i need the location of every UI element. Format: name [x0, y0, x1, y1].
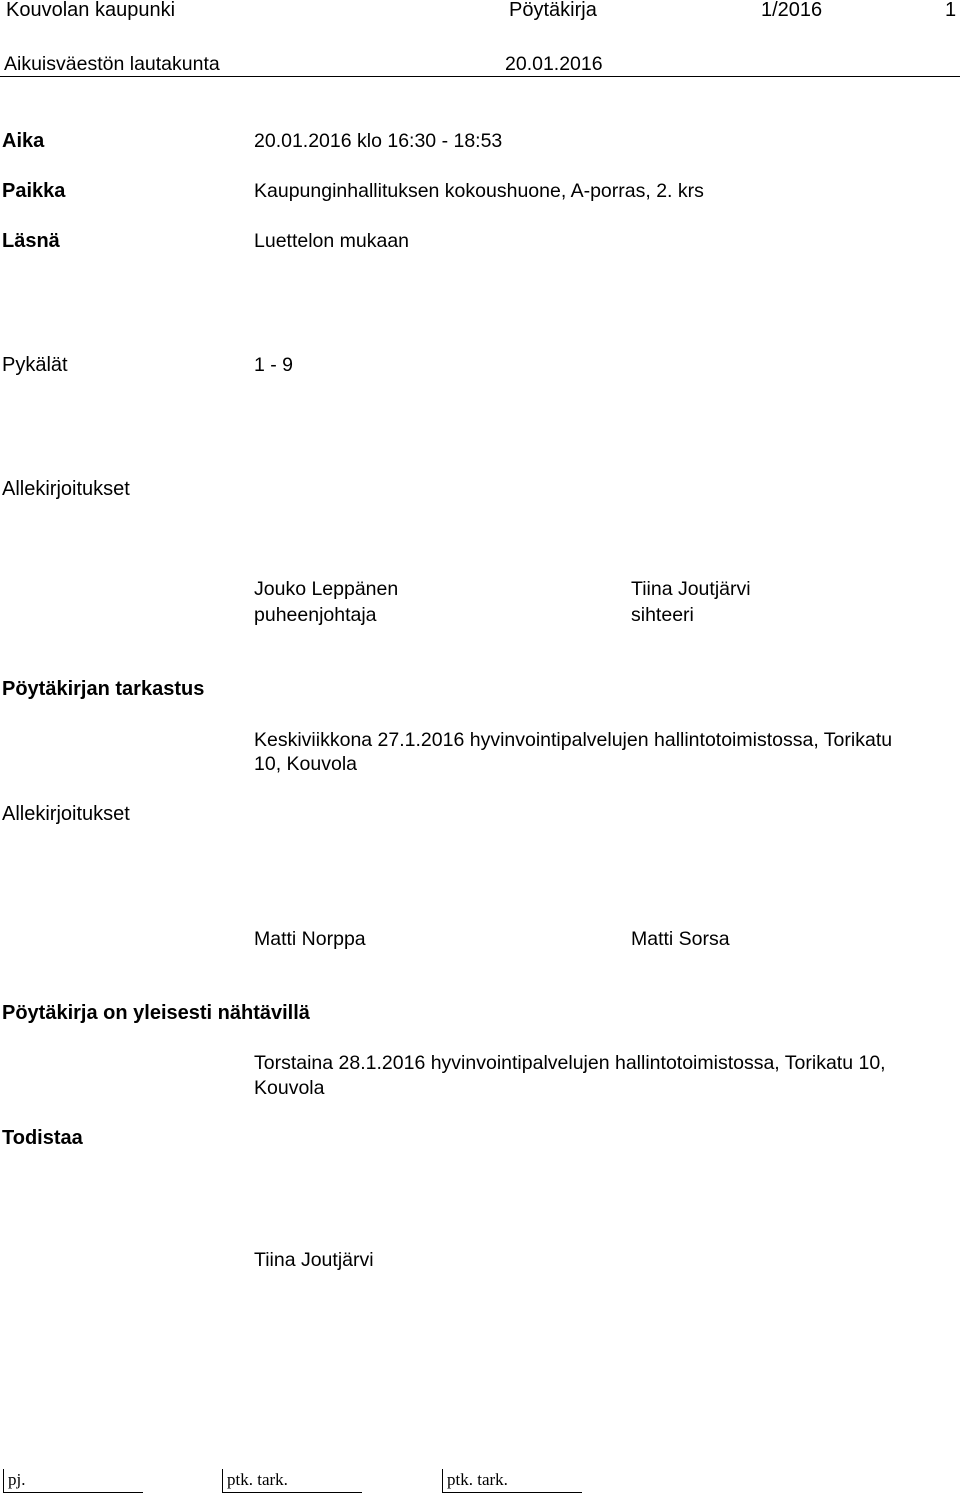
sections-value: 1 - 9: [254, 354, 294, 376]
public-text-line2: Kouvola: [254, 1077, 325, 1099]
place-value: Kaupunginhallituksen kokoushuone, A-porras, 2. krs: [254, 180, 704, 202]
footer-pj-label: pj.: [8, 1470, 26, 1489]
footer-ptk2-label: ptk. tark.: [447, 1470, 508, 1489]
public-label: Pöytäkirja on yleisesti nähtävillä: [2, 1002, 310, 1024]
document-number: 1/2016: [761, 0, 823, 21]
review-label: Pöytäkirjan tarkastus: [2, 678, 205, 700]
reviewer2-name: Matti Sorsa: [631, 928, 730, 950]
certifier-name: Tiina Joutjärvi: [254, 1249, 374, 1271]
chairperson-name: Jouko Leppänen: [254, 578, 399, 600]
footer-ptk1-line: [222, 1492, 362, 1493]
footer-ptk2-line: [442, 1492, 582, 1493]
page-number: 1: [945, 0, 957, 21]
committee-name: Aikuisväestön lautakunta: [4, 53, 220, 75]
organization-name: Kouvolan kaupunki: [6, 0, 176, 21]
chairperson-role: puheenjohtaja: [254, 604, 377, 626]
review-signatures-label: Allekirjoitukset: [2, 803, 130, 825]
secretary-name: Tiina Joutjärvi: [631, 578, 751, 600]
footer-pj-line: [3, 1492, 143, 1493]
secretary-role: sihteeri: [631, 604, 694, 626]
time-label: Aika: [2, 130, 45, 152]
sections-label: Pykälät: [2, 354, 68, 376]
document-type: Pöytäkirja: [509, 0, 597, 21]
footer-ptk1-label: ptk. tark.: [227, 1470, 288, 1489]
signatures-label: Allekirjoitukset: [2, 478, 130, 500]
header-divider: [0, 76, 960, 77]
public-text-line1: Torstaina 28.1.2016 hyvinvointipalvelujen hallintotoimistossa, Torikatu 10,: [254, 1052, 886, 1074]
meeting-date: 20.01.2016: [505, 53, 603, 75]
present-value: Luettelon mukaan: [254, 230, 410, 252]
review-text-line2: 10, Kouvola: [254, 753, 357, 775]
present-label: Läsnä: [2, 230, 60, 252]
footer-ptk2-divider: [442, 1469, 443, 1493]
place-label: Paikka: [2, 180, 66, 202]
footer-pj-divider: [3, 1469, 4, 1493]
footer-ptk1-divider: [222, 1469, 223, 1493]
time-value: 20.01.2016 klo 16:30 - 18:53: [254, 130, 503, 152]
reviewer1-name: Matti Norppa: [254, 928, 366, 950]
review-text-line1: Keskiviikkona 27.1.2016 hyvinvointipalvelujen hallintotoimistossa, Torikatu: [254, 729, 893, 751]
certify-label: Todistaa: [2, 1127, 83, 1149]
